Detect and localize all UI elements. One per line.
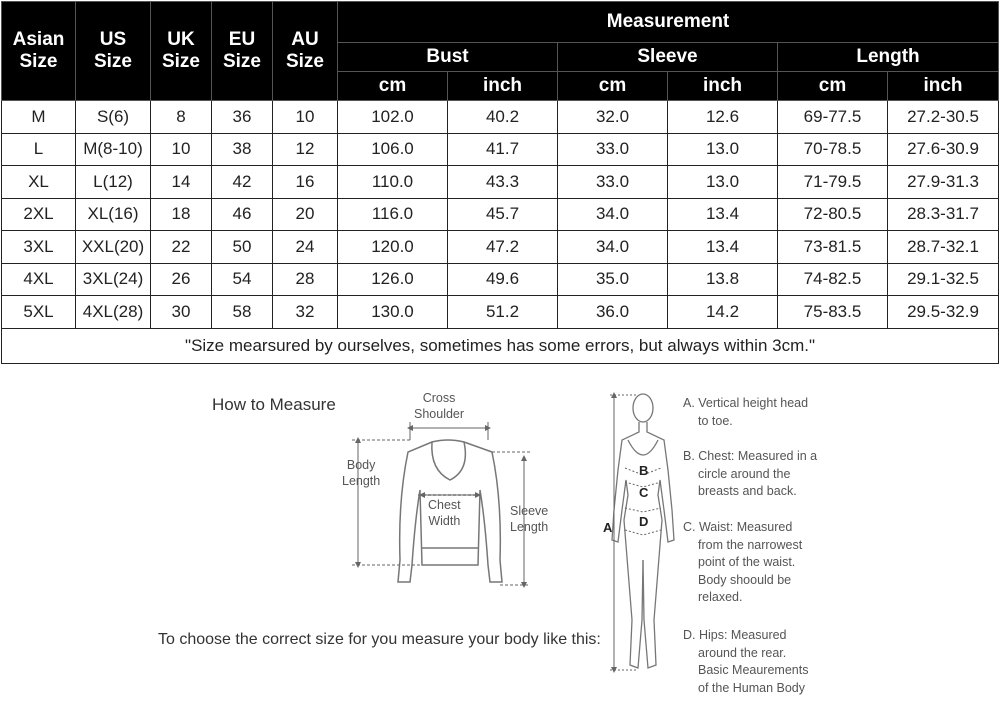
table-cell: 126.0 bbox=[338, 263, 448, 296]
table-cell: 110.0 bbox=[338, 166, 448, 199]
body-measure-lines bbox=[610, 395, 661, 670]
table-cell: XXL(20) bbox=[76, 231, 151, 264]
header-uk-size: UK Size bbox=[151, 2, 212, 101]
table-cell: 14 bbox=[151, 166, 212, 199]
body-letter-c: C bbox=[639, 485, 649, 500]
choose-size-instruction: To choose the correct size for you measure your body like this: bbox=[158, 631, 601, 648]
table-cell: XL(16) bbox=[76, 198, 151, 231]
body-letter-b: B bbox=[639, 463, 649, 478]
table-cell: 30 bbox=[151, 296, 212, 329]
table-cell: 116.0 bbox=[338, 198, 448, 231]
table-cell: 75-83.5 bbox=[778, 296, 888, 329]
table-cell: 120.0 bbox=[338, 231, 448, 264]
label-cross-shoulder: Cross Shoulder bbox=[414, 391, 465, 421]
header-au-size: AU Size bbox=[273, 2, 338, 101]
table-cell: 47.2 bbox=[448, 231, 558, 264]
table-cell: 102.0 bbox=[338, 101, 448, 134]
table-cell: 42 bbox=[212, 166, 273, 199]
table-cell: 33.0 bbox=[558, 133, 668, 166]
table-cell: 8 bbox=[151, 101, 212, 134]
table-cell: 13.0 bbox=[668, 133, 778, 166]
header-unit: cm bbox=[558, 72, 668, 101]
table-cell: 40.2 bbox=[448, 101, 558, 134]
measurement-note: "Size mearsured by ourselves, sometimes has some errors, but always within 3cm." bbox=[2, 328, 999, 363]
table-cell: 41.7 bbox=[448, 133, 558, 166]
table-cell: 29.1-32.5 bbox=[888, 263, 999, 296]
table-cell: 5XL bbox=[2, 296, 76, 329]
description-c: C. Waist: Measured from the narrowest point of the waist. Body shoould be relaxed. bbox=[683, 520, 803, 604]
header-measurement: Measurement bbox=[338, 2, 999, 43]
header-length: Length bbox=[778, 43, 999, 72]
header-eu-size: EU Size bbox=[212, 2, 273, 101]
table-cell: 46 bbox=[212, 198, 273, 231]
table-cell: 3XL bbox=[2, 231, 76, 264]
table-cell: 49.6 bbox=[448, 263, 558, 296]
body-letter-a: A bbox=[603, 520, 613, 535]
header-sleeve: Sleeve bbox=[558, 43, 778, 72]
header-unit: inch bbox=[448, 72, 558, 101]
table-cell: 4XL bbox=[2, 263, 76, 296]
table-cell: 2XL bbox=[2, 198, 76, 231]
table-cell: L(12) bbox=[76, 166, 151, 199]
table-cell: 28 bbox=[273, 263, 338, 296]
header-unit: cm bbox=[778, 72, 888, 101]
table-cell: 14.2 bbox=[668, 296, 778, 329]
table-cell: 43.3 bbox=[448, 166, 558, 199]
table-cell: 12.6 bbox=[668, 101, 778, 134]
table-cell: 32.0 bbox=[558, 101, 668, 134]
description-d: D. Hips: Measured around the rear. Basic Meaurements of the Human Body bbox=[683, 628, 809, 695]
table-cell: 3XL(24) bbox=[76, 263, 151, 296]
table-cell: M bbox=[2, 101, 76, 134]
header-us-size: US Size bbox=[76, 2, 151, 101]
table-cell: 10 bbox=[273, 101, 338, 134]
table-cell: 27.6-30.9 bbox=[888, 133, 999, 166]
table-cell: 33.0 bbox=[558, 166, 668, 199]
table-cell: 27.2-30.5 bbox=[888, 101, 999, 134]
table-cell: 27.9-31.3 bbox=[888, 166, 999, 199]
table-cell: 38 bbox=[212, 133, 273, 166]
table-cell: 28.7-32.1 bbox=[888, 231, 999, 264]
label-sleeve-length: Sleeve Length bbox=[510, 504, 549, 534]
header-unit: cm bbox=[338, 72, 448, 101]
table-cell: 54 bbox=[212, 263, 273, 296]
table-cell: 13.4 bbox=[668, 198, 778, 231]
description-a: A. Vertical height head to toe. bbox=[683, 396, 809, 428]
table-cell: L bbox=[2, 133, 76, 166]
body-figure bbox=[612, 394, 674, 668]
body-letter-d: D bbox=[639, 514, 649, 529]
label-body-length: Body Length bbox=[342, 458, 381, 488]
table-cell: 10 bbox=[151, 133, 212, 166]
table-cell: 50 bbox=[212, 231, 273, 264]
table-cell: 130.0 bbox=[338, 296, 448, 329]
table-cell: 13.0 bbox=[668, 166, 778, 199]
table-cell: 36 bbox=[212, 101, 273, 134]
table-cell: M(8-10) bbox=[76, 133, 151, 166]
table-cell: 18 bbox=[151, 198, 212, 231]
table-cell: 34.0 bbox=[558, 231, 668, 264]
table-cell: 29.5-32.9 bbox=[888, 296, 999, 329]
table-cell: 69-77.5 bbox=[778, 101, 888, 134]
table-cell: 28.3-31.7 bbox=[888, 198, 999, 231]
table-cell: 20 bbox=[273, 198, 338, 231]
label-chest-width: Chest Width bbox=[428, 498, 461, 528]
how-to-measure-title: How to Measure bbox=[212, 395, 336, 414]
header-unit: inch bbox=[888, 72, 999, 101]
table-cell: 74-82.5 bbox=[778, 263, 888, 296]
table-cell: 73-81.5 bbox=[778, 231, 888, 264]
table-cell: 4XL(28) bbox=[76, 296, 151, 329]
table-cell: 45.7 bbox=[448, 198, 558, 231]
table-cell: 72-80.5 bbox=[778, 198, 888, 231]
table-cell: 13.8 bbox=[668, 263, 778, 296]
table-cell: 58 bbox=[212, 296, 273, 329]
header-unit: inch bbox=[668, 72, 778, 101]
table-cell: 26 bbox=[151, 263, 212, 296]
table-cell: 106.0 bbox=[338, 133, 448, 166]
table-cell: 22 bbox=[151, 231, 212, 264]
table-cell: S(6) bbox=[76, 101, 151, 134]
table-cell: 12 bbox=[273, 133, 338, 166]
table-cell: 16 bbox=[273, 166, 338, 199]
header-bust: Bust bbox=[338, 43, 558, 72]
header-asian-size: Asian Size bbox=[2, 2, 76, 101]
table-cell: 32 bbox=[273, 296, 338, 329]
table-cell: 34.0 bbox=[558, 198, 668, 231]
table-cell: 36.0 bbox=[558, 296, 668, 329]
table-cell: 13.4 bbox=[668, 231, 778, 264]
description-b: B. Chest: Measured in a circle around the breasts and back. bbox=[683, 449, 818, 498]
table-cell: XL bbox=[2, 166, 76, 199]
table-cell: 24 bbox=[273, 231, 338, 264]
table-cell: 71-79.5 bbox=[778, 166, 888, 199]
table-cell: 51.2 bbox=[448, 296, 558, 329]
table-cell: 70-78.5 bbox=[778, 133, 888, 166]
table-cell: 35.0 bbox=[558, 263, 668, 296]
